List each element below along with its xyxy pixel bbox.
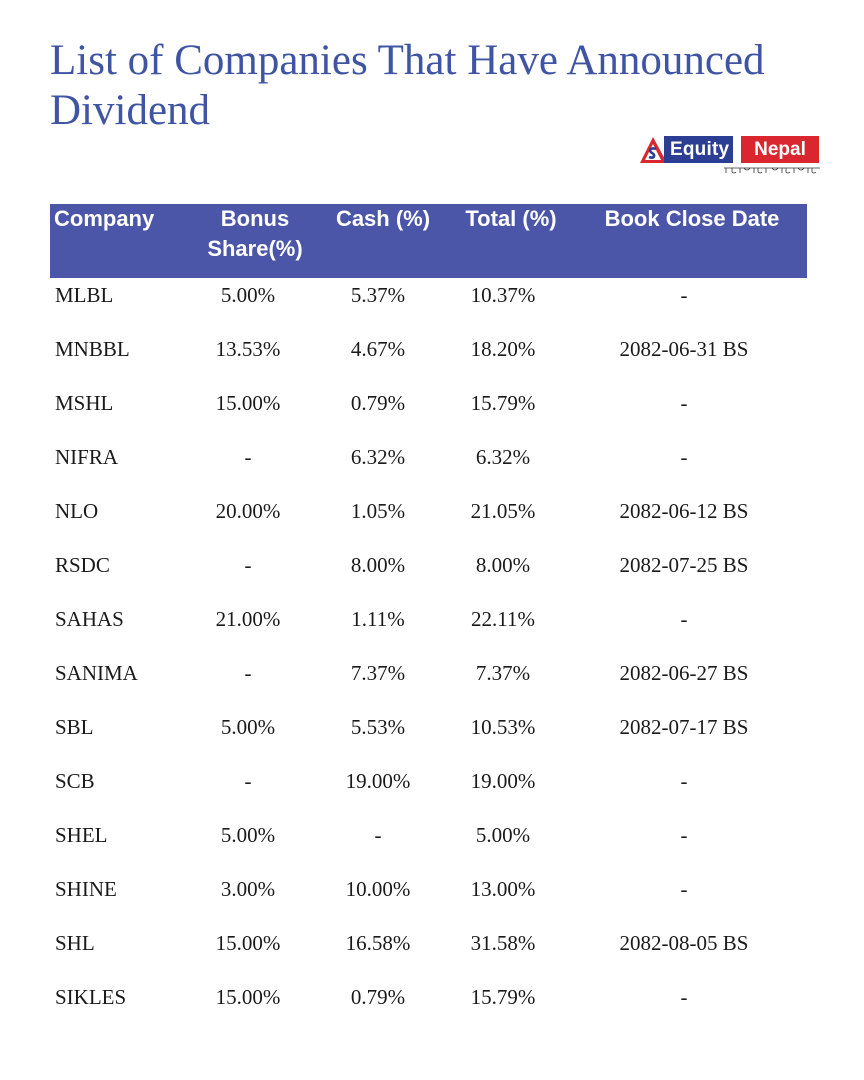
cell-book-close-date: 2082-07-25 BS [619, 553, 749, 577]
cell-total: 31.58% [470, 931, 536, 955]
cell-total: 13.00% [470, 877, 536, 901]
cell-bonus-share: 21.00% [215, 607, 281, 631]
equity-nepal-logo [640, 136, 822, 180]
cell-total: 7.37% [475, 661, 531, 685]
logo-tagline-icon [724, 165, 820, 175]
cell-company: NIFRA [55, 445, 119, 469]
table-row [50, 386, 807, 440]
cell-company: SANIMA [55, 661, 138, 685]
header-bonus-share: Bonus Share(%) [207, 206, 303, 261]
cell-book-close-date: - [680, 823, 688, 847]
page-title: List of Companies That Have Announced Dividend [50, 37, 765, 134]
table-row [50, 332, 807, 386]
cell-total: 19.00% [470, 769, 536, 793]
cell-total: 15.79% [470, 985, 536, 1009]
header-total: Total (%) [465, 206, 557, 231]
cell-cash: 0.79% [350, 985, 406, 1009]
cell-total: 5.00% [475, 823, 531, 847]
cell-book-close-date: - [680, 877, 688, 901]
cell-cash: 19.00% [345, 769, 411, 793]
cell-company: SCB [55, 769, 95, 793]
cell-company: SHEL [55, 823, 108, 847]
cell-bonus-share: 13.53% [215, 337, 281, 361]
cell-company: SAHAS [55, 607, 124, 631]
table-row [50, 764, 807, 818]
cell-company: MLBL [55, 283, 114, 307]
cell-company: MSHL [55, 391, 114, 415]
cell-company: SBL [55, 715, 94, 739]
cell-cash: 7.37% [350, 661, 406, 685]
table-row [50, 440, 807, 494]
table-header [50, 204, 807, 278]
table-row [50, 926, 807, 980]
table-row [50, 548, 807, 602]
cell-bonus-share: 20.00% [215, 499, 281, 523]
dividend-table [50, 204, 807, 1034]
cell-bonus-share: - [244, 769, 252, 793]
cell-company: SHINE [55, 877, 117, 901]
cell-company: RSDC [55, 553, 110, 577]
cell-book-close-date: - [680, 445, 688, 469]
cell-cash: 1.11% [351, 607, 405, 631]
cell-total: 21.05% [470, 499, 536, 523]
cell-book-close-date: - [680, 769, 688, 793]
cell-company: NLO [55, 499, 99, 523]
cell-book-close-date: - [680, 985, 688, 1009]
header-cash: Cash (%) [335, 206, 431, 231]
cell-cash: 4.67% [350, 337, 406, 361]
cell-bonus-share: - [244, 445, 252, 469]
cell-cash: 5.37% [350, 283, 406, 307]
header-book-close-date: Book Close Date [604, 206, 780, 231]
cell-book-close-date: 2082-07-17 BS [619, 715, 749, 739]
cell-company: SHL [55, 931, 95, 955]
cell-bonus-share: 15.00% [215, 985, 281, 1009]
cell-cash: 1.05% [350, 499, 406, 523]
cell-book-close-date: - [680, 607, 688, 631]
logo-word-equity: Equity [664, 136, 733, 163]
cell-total: 10.53% [470, 715, 536, 739]
table-row [50, 980, 807, 1034]
cell-cash: 16.58% [345, 931, 411, 955]
table-row [50, 656, 807, 710]
table-row [50, 602, 807, 656]
cell-bonus-share: - [244, 661, 252, 685]
cell-bonus-share: 15.00% [215, 391, 281, 415]
cell-bonus-share: - [244, 553, 252, 577]
cell-total: 18.20% [470, 337, 536, 361]
cell-book-close-date: 2082-08-05 BS [619, 931, 749, 955]
cell-cash: 6.32% [350, 445, 406, 469]
cell-book-close-date: - [680, 283, 688, 307]
cell-total: 22.11% [471, 607, 535, 631]
table-row [50, 278, 807, 332]
cell-book-close-date: 2082-06-12 BS [619, 499, 749, 523]
cell-book-close-date: - [680, 391, 688, 415]
cell-book-close-date: 2082-06-31 BS [619, 337, 749, 361]
logo-word-nepal: Nepal [741, 136, 819, 163]
table-row [50, 494, 807, 548]
cell-company: SIKLES [55, 985, 127, 1009]
cell-company: MNBBL [55, 337, 130, 361]
cell-total: 8.00% [475, 553, 531, 577]
table-row [50, 872, 807, 926]
cell-book-close-date: 2082-06-27 BS [619, 661, 749, 685]
table-row [50, 818, 807, 872]
cell-bonus-share: 5.00% [220, 715, 276, 739]
cell-bonus-share: 5.00% [220, 283, 276, 307]
cell-bonus-share: 5.00% [220, 823, 276, 847]
cell-cash: 5.53% [350, 715, 406, 739]
cell-cash: - [374, 823, 382, 847]
table-row [50, 710, 807, 764]
cell-cash: 0.79% [350, 391, 406, 415]
cell-bonus-share: 15.00% [215, 931, 281, 955]
cell-total: 15.79% [470, 391, 536, 415]
cell-bonus-share: 3.00% [220, 877, 276, 901]
cell-cash: 8.00% [350, 553, 406, 577]
cell-cash: 10.00% [345, 877, 411, 901]
cell-total: 10.37% [470, 283, 536, 307]
header-company: Company [54, 206, 155, 231]
cell-total: 6.32% [475, 445, 531, 469]
